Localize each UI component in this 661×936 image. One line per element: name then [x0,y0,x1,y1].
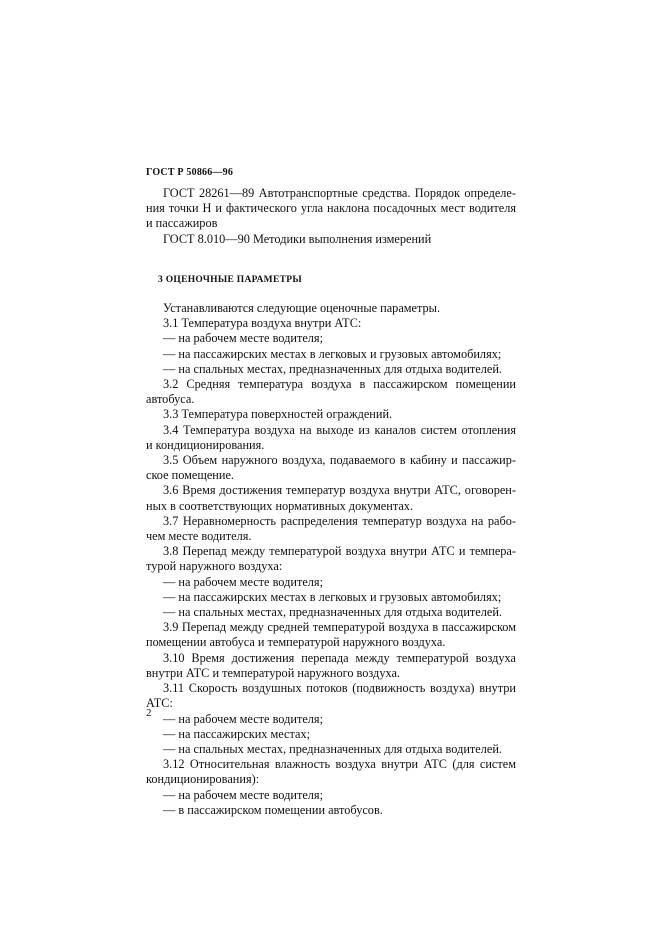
parameter-item-line: — на пассажирских местах в легковых и грузовых автомобилях; [163,589,502,604]
parameter-item-line: помещении автобуса и температурой наружного воздуха. [146,635,446,650]
parameter-item-line: 3.3 Температура поверхностей ограждений. [163,407,393,422]
parameter-item-line: — на рабочем месте водителя; [163,787,323,802]
parameter-item-line: 3.4 Температура воздуха на выходе из каналов систем отопления [163,422,516,437]
reference-paragraph [146,186,516,232]
references-block [146,186,516,247]
parameter-item-line: 3.2 Средняя температура воздуха в пассажирском помещении [163,377,516,392]
parameter-item-line: АТС: [146,696,173,711]
parameter-item [146,575,516,590]
reference-paragraph [146,232,516,247]
parameter-item-line: — в пассажирском помещении автобусов. [163,802,383,817]
parameter-item-line: 3.9 Перепад между средней температурой воздуха в пассажирском [163,620,516,635]
parameter-item [146,757,516,787]
reference-paragraph-line: и пассажиров [146,216,218,231]
parameter-item [146,544,516,574]
parameter-item [146,788,516,803]
document-body [146,186,516,818]
parameter-item [146,712,516,727]
parameter-item-line: — на спальных местах, предназначенных для отдыха водителей. [163,605,502,620]
parameter-item [146,423,516,453]
intro-paragraph: Устанавливаются следующие оценочные параметры. [163,301,441,316]
parameter-item-line: чем месте водителя. [146,529,252,544]
parameter-item-line: — на рабочем месте водителя; [163,574,323,589]
parameter-item-line: 3.12 Относительная влажность воздуха внутри АТС (для систем [163,757,516,772]
parameter-item-line: 3.1 Температура воздуха внутри АТС: [163,316,362,331]
parameter-item-line: 3.7 Неравномерность распределения температур воздуха на рабо- [163,513,516,528]
section-title: 3 ОЦЕНОЧНЫЕ ПАРАМЕТРЫ [158,274,302,285]
items-list [146,316,516,818]
parameter-item [146,407,516,422]
parameter-item-line: 3.8 Перепад между температурой воздуха внутри АТС и темпера- [163,544,516,559]
parameter-item-line: автобуса. [146,392,195,407]
parameter-item [146,727,516,742]
parameter-item [146,590,516,605]
parameter-item [146,514,516,544]
document-header: ГОСТ Р 50866—96 [146,167,234,178]
parameter-item [146,331,516,346]
parameter-item [146,377,516,407]
parameter-item-line: — на рабочем месте водителя; [163,711,323,726]
parameter-item [146,620,516,650]
parameter-item [146,605,516,620]
reference-paragraph-line: ГОСТ 28261—89 Автотранспортные средства. Порядок определе- [163,186,516,200]
parameter-item [146,651,516,681]
parameter-item-line: и кондиционирования. [146,437,265,452]
parameter-item-line: 3.6 Время достижения температур воздуха внутри АТС, оговорен- [163,483,516,498]
parameter-item-line: ское помещение. [146,468,234,483]
parameter-item [146,347,516,362]
parameter-item-line: ных в соответствующих нормативных документах. [146,498,414,513]
parameter-item [146,742,516,757]
parameter-item [146,681,516,711]
parameter-item-line: — на рабочем месте водителя; [163,331,323,346]
parameter-item [146,453,516,483]
reference-paragraph-line: ния точки Н и фактического угла наклона посадочных мест водителя [146,201,516,216]
parameter-item-line: — на пассажирских местах в легковых и грузовых автомобилях; [163,346,502,361]
parameter-item-line: кондиционирования): [146,772,260,787]
parameter-item-line: — на спальных местах, предназначенных для отдыха водителей. [163,741,502,756]
parameter-item [146,362,516,377]
parameter-item-line: 3.10 Время достижения перепада между температурой воздуха [163,650,516,665]
parameter-item [146,803,516,818]
parameter-item-line: 3.11 Скорость воздушных потоков (подвижность воздуха) внутри [163,681,516,696]
parameter-item-line: 3.5 Объем наружного воздуха, подаваемого в кабину и пассажир- [163,453,516,468]
parameter-item-line: — на пассажирских местах; [163,726,311,741]
parameter-item-line: турой наружного воздуха: [146,559,283,574]
parameter-item [146,483,516,513]
parameter-item-line: — на спальных местах, предназначенных для отдыха водителей. [163,361,502,376]
parameter-item [146,316,516,331]
reference-paragraph-line: ГОСТ 8.010—90 Методики выполнения измерений [163,231,432,246]
parameter-item-line: внутри АТС и температурой наружного воздуха. [146,665,400,680]
page-number: 2 [146,707,152,719]
